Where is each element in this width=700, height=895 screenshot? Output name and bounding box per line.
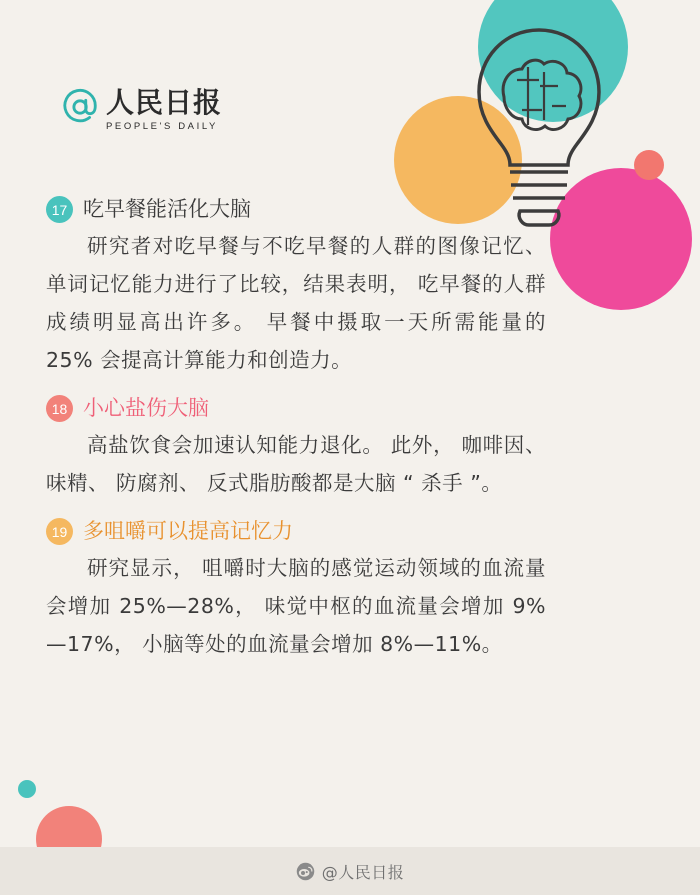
section-number-badge: 19 (46, 518, 73, 545)
brand-name-en: PEOPLE'S DAILY (106, 121, 218, 132)
section-number-badge: 18 (46, 395, 73, 422)
article-section (46, 518, 546, 663)
article-body (46, 196, 546, 679)
footer-handle: @人民日报 (321, 862, 405, 882)
section-paragraph: 高盐饮食会加速认知能力退化。 此外， 咖啡因、 味精、 防腐剂、 反式脂肪酸都是大脑 “ 杀手 ”。 (46, 433, 546, 495)
section-title: 多咀嚼可以提高记忆力 (83, 518, 293, 543)
weibo-icon (296, 862, 315, 881)
section-heading (46, 395, 546, 422)
article-section (46, 395, 546, 502)
section-title: 小心盐伤大脑 (83, 395, 209, 420)
section-heading (46, 518, 546, 545)
footer-bar (0, 847, 700, 895)
section-heading (46, 196, 546, 223)
section-paragraph: 研究者对吃早餐与不吃早餐的人群的图像记忆、 单词记忆能力进行了比较，结果表明， 吃早餐的人群成绩明显高出许多。 早餐中摄取一天所需能量的 25% 会提高计算能力和创造力。 (46, 234, 546, 372)
section-title: 吃早餐能活化大脑 (83, 196, 251, 221)
section-paragraph: 研究显示， 咀嚼时大脑的感觉运动领域的血流量会增加 25%—28%， 味觉中枢的血流量会增加 9%—17%， 小脑等处的血流量会增加 8%—11%。 (46, 556, 546, 656)
brand-logo (62, 88, 222, 132)
section-number-badge: 17 (46, 196, 73, 223)
at-sign-icon (62, 88, 100, 126)
article-section (46, 196, 546, 379)
decorative-circle-teal-bottom (18, 780, 36, 798)
decorative-circle-salmon-small (634, 150, 664, 180)
brand-name-cn: 人民日报 (106, 86, 223, 119)
